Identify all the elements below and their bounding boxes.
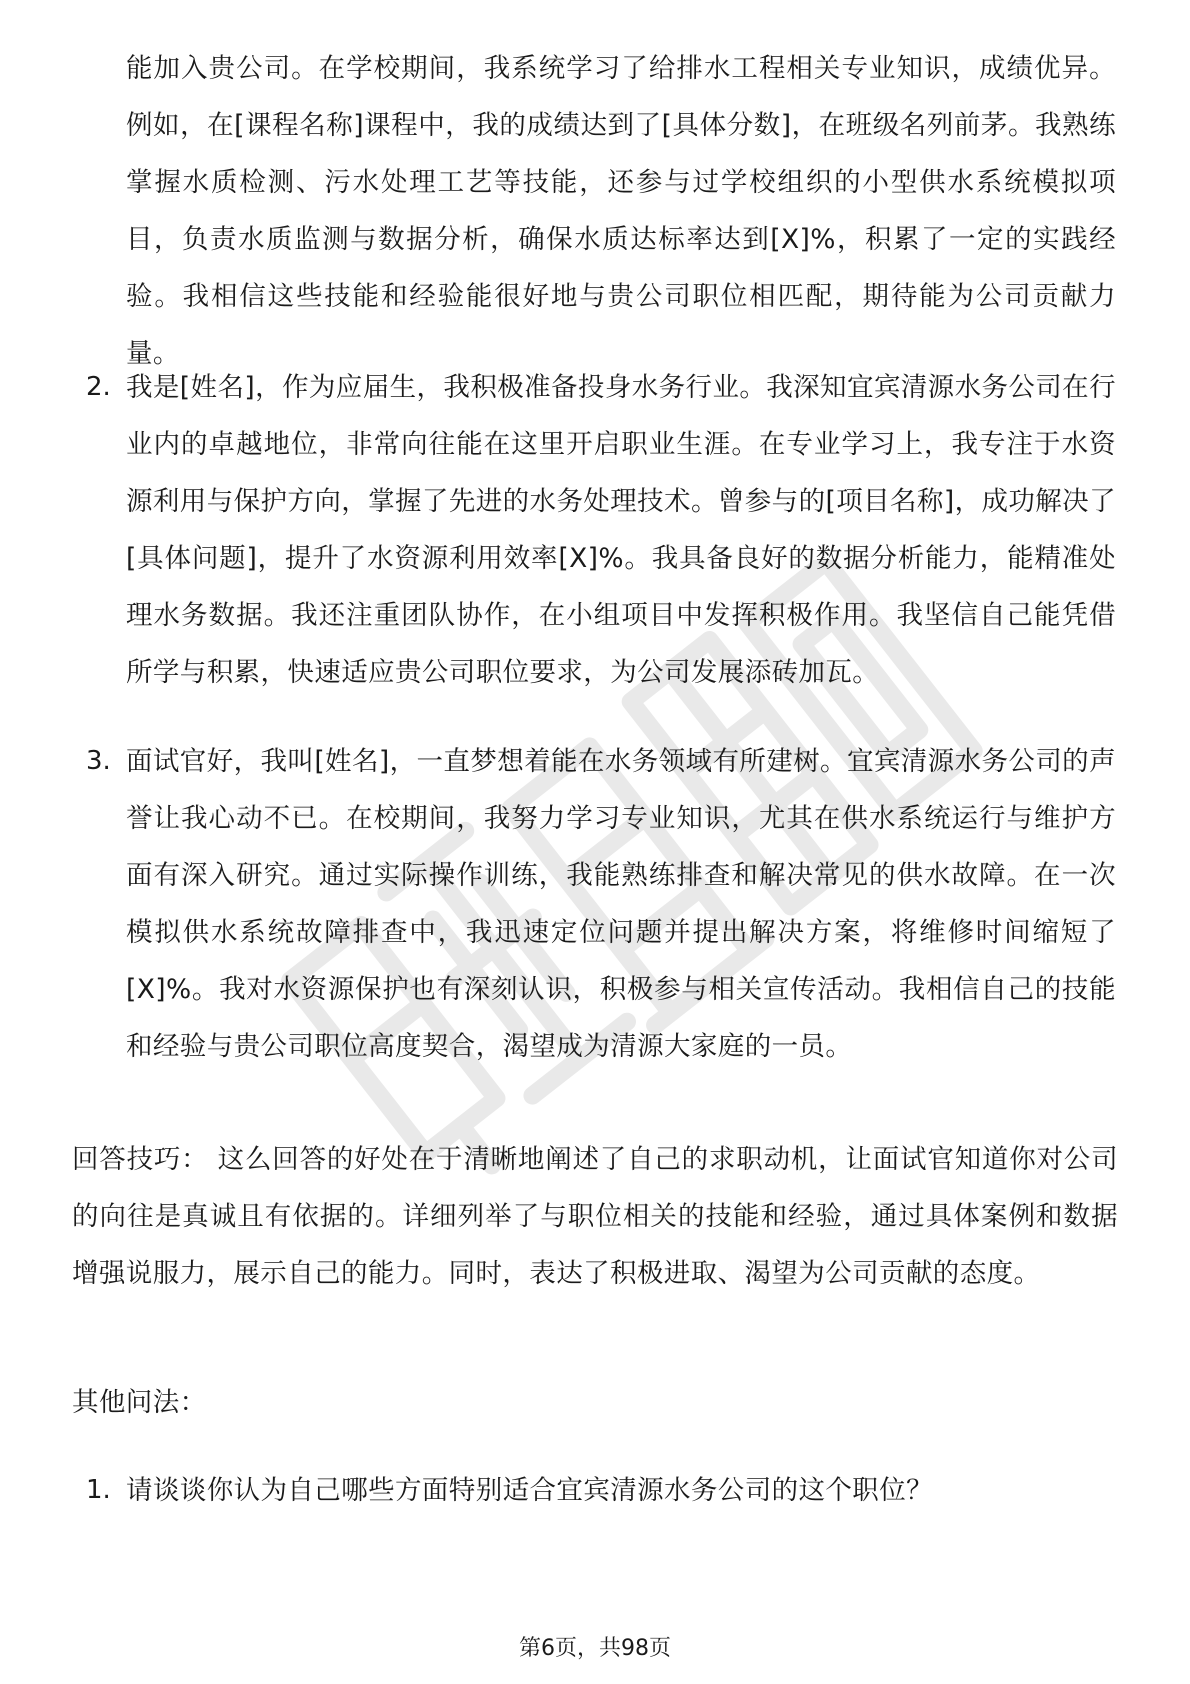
question-text: 请谈谈你认为自己哪些方面特别适合宜宾清源水务公司的这个职位？ xyxy=(126,1475,933,1506)
answer-text: 我是[姓名]，作为应届生，我积极准备投身水务行业。我深知宜宾清源水务公司在行业内的卓越地位，非常向往能在这里开启职业生涯。在专业学习上，我专注于水资源利用与保护方向，掌握了先进的水务处理技术。曾参与的[项目名称]，成功解决了[具体问题]，提升了水资源利用效率[X]%。我具备良好的数据分析能力，能精准处理水务数据。我还注重团队协作，在小组项目中发挥积极作用。我坚信自己能凭借所学与积累，快速适应贵公司职位要求，为公司发展添砖加瓦。 xyxy=(126,372,1116,688)
answer-text: 面试官好，我叫[姓名]，一直梦想着能在水务领域有所建树。宜宾清源水务公司的声誉让我心动不已。在校期间，我努力学习专业知识，尤其在供水系统运行与维护方面有深入研究。通过实际操作训练，我能熟练排查和解决常见的供水故障。在一次模拟供水系统故障排查中，我迅速定位问题并提出解决方案，将维修时间缩短了[X]%。我对水资源保护也有深刻认识，积极参与相关宣传活动。我相信自己的技能和经验与贵公司职位高度契合，渴望成为清源大家庭的一员。 xyxy=(126,746,1116,1062)
other-questions-heading: 其他问法： xyxy=(72,1387,207,1418)
list-number: 2. xyxy=(86,372,111,402)
page-footer: 第6页，共98页 xyxy=(519,1636,671,1661)
answer-tips: 回答技巧： 这么回答的好处在于清晰地阐述了自己的求职动机，让面试官知道你对公司的向往是真诚且有依据的。详细列举了与职位相关的技能和经验，通过具体案例和数据增强说服力，展示自己的能力。同时，表达了积极进取、渴望为公司贡献的态度。 xyxy=(72,1144,1118,1289)
list-number: 3. xyxy=(86,746,111,776)
list-number: 1. xyxy=(86,1475,111,1505)
answer-text: 能加入贵公司。在学校期间，我系统学习了给排水工程相关专业知识，成绩优异。例如，在[课程名称]课程中，我的成绩达到了[具体分数]，在班级名列前茅。我熟练掌握水质检测、污水处理工艺等技能，还参与过学校组织的小型供水系统模拟项目，负责水质监测与数据分析，确保水质达标率达到[X]%，积累了一定的实践经验。我相信这些技能和经验能很好地与贵公司职位相匹配，期待能为公司贡献力量。 xyxy=(126,53,1116,369)
